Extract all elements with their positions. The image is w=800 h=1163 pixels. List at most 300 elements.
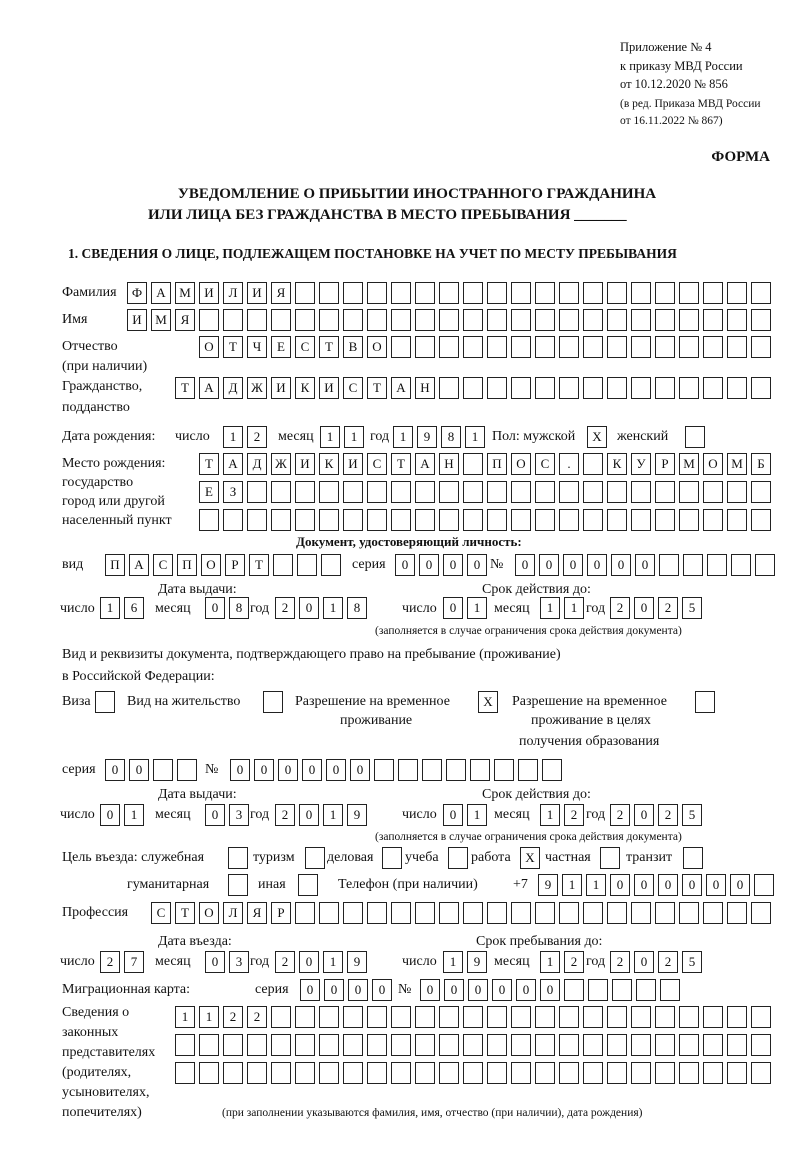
stay-until-year-cell[interactable]: 5	[682, 951, 702, 973]
patronymic-cell[interactable]: Е	[271, 336, 291, 358]
profession-cell[interactable]	[559, 902, 579, 924]
reps-2-cell[interactable]	[511, 1034, 531, 1056]
sex-female-checkbox[interactable]	[685, 426, 705, 448]
birth-place-2-cell[interactable]	[655, 481, 675, 503]
name-cell[interactable]	[535, 309, 555, 331]
name-cell[interactable]	[223, 309, 243, 331]
reps-3-cell[interactable]	[559, 1062, 579, 1084]
reps-3-cell[interactable]	[175, 1062, 195, 1084]
id-issue-day-cell[interactable]: 1	[100, 597, 120, 619]
birth-place-3-cell[interactable]	[295, 509, 315, 531]
birth-place-1-cell[interactable]: Т	[199, 453, 219, 475]
profession-cell[interactable]	[487, 902, 507, 924]
stay-number-cell[interactable]: 0	[278, 759, 298, 781]
stay-issue-year-cell[interactable]: 9	[347, 804, 367, 826]
birth-month-cell[interactable]: 1	[320, 426, 340, 448]
id-kind-cell[interactable]: Р	[225, 554, 245, 576]
surname-cell[interactable]	[415, 282, 435, 304]
visa-checkbox[interactable]	[95, 691, 115, 713]
mig-series-cell[interactable]: 0	[300, 979, 320, 1001]
birth-place-3-cell[interactable]	[511, 509, 531, 531]
surname-cell[interactable]	[727, 282, 747, 304]
phone-cell[interactable]: 0	[658, 874, 678, 896]
reps-2-cell[interactable]	[727, 1034, 747, 1056]
birth-place-2-cell[interactable]	[487, 481, 507, 503]
reps-2-cell[interactable]	[439, 1034, 459, 1056]
id-number-cell[interactable]: 0	[539, 554, 559, 576]
birth-place-1-cell[interactable]: П	[487, 453, 507, 475]
name-cell[interactable]	[631, 309, 651, 331]
citizenship-cell[interactable]: А	[391, 377, 411, 399]
mig-number-cell[interactable]: 0	[516, 979, 536, 1001]
citizenship-cell[interactable]	[535, 377, 555, 399]
reps-1-cell[interactable]	[607, 1006, 627, 1028]
surname-cell[interactable]: И	[199, 282, 219, 304]
citizenship-cell[interactable]: И	[319, 377, 339, 399]
surname-cell[interactable]	[703, 282, 723, 304]
entry-year-cell[interactable]: 9	[347, 951, 367, 973]
patronymic-cell[interactable]	[535, 336, 555, 358]
reps-2-cell[interactable]	[751, 1034, 771, 1056]
stay-issue-day-cell[interactable]: 1	[124, 804, 144, 826]
profession-cell[interactable]	[607, 902, 627, 924]
stay-until-year-cell[interactable]: 0	[634, 951, 654, 973]
id-valid-month-cell[interactable]: 1	[564, 597, 584, 619]
reps-3-cell[interactable]	[199, 1062, 219, 1084]
profession-cell[interactable]: Т	[175, 902, 195, 924]
phone-cell[interactable]: 1	[562, 874, 582, 896]
reps-1-cell[interactable]	[343, 1006, 363, 1028]
name-cell[interactable]	[415, 309, 435, 331]
reps-3-cell[interactable]	[367, 1062, 387, 1084]
patronymic-cell[interactable]: Т	[319, 336, 339, 358]
profession-cell[interactable]	[655, 902, 675, 924]
surname-cell[interactable]	[295, 282, 315, 304]
reps-3-cell[interactable]	[463, 1062, 483, 1084]
surname-cell[interactable]	[535, 282, 555, 304]
birth-place-2-cell[interactable]	[631, 481, 651, 503]
stay-valid-month-cell[interactable]: 1	[540, 804, 560, 826]
patronymic-cell[interactable]	[751, 336, 771, 358]
birth-place-3-cell[interactable]	[223, 509, 243, 531]
birth-place-2-cell[interactable]	[343, 481, 363, 503]
stay-until-day-cell[interactable]: 1	[443, 951, 463, 973]
citizenship-cell[interactable]: Н	[415, 377, 435, 399]
citizenship-cell[interactable]	[703, 377, 723, 399]
reps-2-cell[interactable]	[679, 1034, 699, 1056]
entry-day-cell[interactable]: 7	[124, 951, 144, 973]
birth-place-3-cell[interactable]	[391, 509, 411, 531]
birth-place-3-cell[interactable]	[727, 509, 747, 531]
reps-1-cell[interactable]	[391, 1006, 411, 1028]
birth-place-2-cell[interactable]	[463, 481, 483, 503]
birth-place-3-cell[interactable]	[439, 509, 459, 531]
reps-2-cell[interactable]	[631, 1034, 651, 1056]
patronymic-cell[interactable]	[559, 336, 579, 358]
reps-3-cell[interactable]	[391, 1062, 411, 1084]
stay-valid-day-cell[interactable]: 0	[443, 804, 463, 826]
stay-number-cell[interactable]: 0	[254, 759, 274, 781]
birth-place-1-cell[interactable]: Р	[655, 453, 675, 475]
birth-place-3-cell[interactable]	[607, 509, 627, 531]
id-kind-cell[interactable]: П	[105, 554, 125, 576]
reps-2-cell[interactable]	[199, 1034, 219, 1056]
id-number-cell[interactable]: 0	[515, 554, 535, 576]
id-kind-cell[interactable]	[321, 554, 341, 576]
reps-1-cell[interactable]	[535, 1006, 555, 1028]
stay-valid-day-cell[interactable]: 1	[467, 804, 487, 826]
birth-place-3-cell[interactable]	[535, 509, 555, 531]
reps-2-cell[interactable]	[223, 1034, 243, 1056]
citizenship-cell[interactable]	[679, 377, 699, 399]
stay-until-month-cell[interactable]: 2	[564, 951, 584, 973]
birth-place-3-cell[interactable]	[559, 509, 579, 531]
reps-3-cell[interactable]	[631, 1062, 651, 1084]
reps-1-cell[interactable]	[295, 1006, 315, 1028]
name-cell[interactable]	[391, 309, 411, 331]
entry-year-cell[interactable]: 0	[299, 951, 319, 973]
id-number-cell[interactable]	[731, 554, 751, 576]
reps-3-cell[interactable]	[751, 1062, 771, 1084]
surname-cell[interactable]: Ф	[127, 282, 147, 304]
stay-issue-year-cell[interactable]: 1	[323, 804, 343, 826]
stay-series-cell[interactable]	[153, 759, 173, 781]
surname-cell[interactable]	[463, 282, 483, 304]
surname-cell[interactable]	[319, 282, 339, 304]
birth-place-3-cell[interactable]	[415, 509, 435, 531]
purpose-other-checkbox[interactable]	[298, 874, 318, 896]
birth-place-1-cell[interactable]: И	[343, 453, 363, 475]
citizenship-cell[interactable]	[559, 377, 579, 399]
patronymic-cell[interactable]	[655, 336, 675, 358]
birth-place-3-cell[interactable]	[487, 509, 507, 531]
reps-1-cell[interactable]: 1	[175, 1006, 195, 1028]
birth-place-2-cell[interactable]	[583, 481, 603, 503]
profession-cell[interactable]	[391, 902, 411, 924]
birth-place-3-cell[interactable]	[631, 509, 651, 531]
surname-cell[interactable]	[679, 282, 699, 304]
profession-cell[interactable]	[703, 902, 723, 924]
id-issue-month-cell[interactable]: 0	[205, 597, 225, 619]
patronymic-cell[interactable]	[679, 336, 699, 358]
reps-3-cell[interactable]	[727, 1062, 747, 1084]
surname-cell[interactable]	[559, 282, 579, 304]
reps-1-cell[interactable]: 1	[199, 1006, 219, 1028]
stay-issue-year-cell[interactable]: 2	[275, 804, 295, 826]
reps-3-cell[interactable]	[247, 1062, 267, 1084]
birth-place-1-cell[interactable]	[583, 453, 603, 475]
id-issue-month-cell[interactable]: 8	[229, 597, 249, 619]
birth-place-3-cell[interactable]	[751, 509, 771, 531]
reps-2-cell[interactable]	[559, 1034, 579, 1056]
surname-cell[interactable]: А	[151, 282, 171, 304]
stay-valid-year-cell[interactable]: 2	[610, 804, 630, 826]
name-cell[interactable]	[247, 309, 267, 331]
reps-2-cell[interactable]	[271, 1034, 291, 1056]
mig-number-cell[interactable]: 0	[468, 979, 488, 1001]
mig-number-cell[interactable]	[564, 979, 584, 1001]
surname-cell[interactable]: И	[247, 282, 267, 304]
profession-cell[interactable]: Я	[247, 902, 267, 924]
id-number-cell[interactable]	[683, 554, 703, 576]
patronymic-cell[interactable]: О	[199, 336, 219, 358]
patronymic-cell[interactable]: Ч	[247, 336, 267, 358]
id-kind-cell[interactable]	[273, 554, 293, 576]
purpose-tourism-checkbox[interactable]	[305, 847, 325, 869]
reps-2-cell[interactable]	[247, 1034, 267, 1056]
purpose-humanitarian-checkbox[interactable]	[228, 874, 248, 896]
id-issue-year-cell[interactable]: 8	[347, 597, 367, 619]
birth-place-3-cell[interactable]	[271, 509, 291, 531]
purpose-business-checkbox[interactable]	[382, 847, 402, 869]
citizenship-cell[interactable]: Д	[223, 377, 243, 399]
birth-place-3-cell[interactable]	[655, 509, 675, 531]
phone-cell[interactable]: 0	[682, 874, 702, 896]
birth-place-3-cell[interactable]	[247, 509, 267, 531]
patronymic-cell[interactable]	[703, 336, 723, 358]
profession-cell[interactable]	[535, 902, 555, 924]
mig-series-cell[interactable]: 0	[372, 979, 392, 1001]
mig-series-cell[interactable]: 0	[348, 979, 368, 1001]
id-valid-year-cell[interactable]: 5	[682, 597, 702, 619]
purpose-work-checkbox[interactable]: X	[520, 847, 540, 869]
birth-year-cell[interactable]: 1	[393, 426, 413, 448]
reps-1-cell[interactable]	[583, 1006, 603, 1028]
reps-1-cell[interactable]	[367, 1006, 387, 1028]
patronymic-cell[interactable]: О	[367, 336, 387, 358]
stay-number-cell[interactable]	[374, 759, 394, 781]
stay-series-cell[interactable]: 0	[129, 759, 149, 781]
reps-1-cell[interactable]	[631, 1006, 651, 1028]
reps-1-cell[interactable]: 2	[223, 1006, 243, 1028]
citizenship-cell[interactable]	[583, 377, 603, 399]
profession-cell[interactable]	[415, 902, 435, 924]
birth-place-2-cell[interactable]	[295, 481, 315, 503]
birth-place-2-cell[interactable]	[727, 481, 747, 503]
stay-number-cell[interactable]	[446, 759, 466, 781]
id-series-cell[interactable]: 0	[395, 554, 415, 576]
mig-series-cell[interactable]: 0	[324, 979, 344, 1001]
reps-2-cell[interactable]	[367, 1034, 387, 1056]
stay-until-year-cell[interactable]: 2	[658, 951, 678, 973]
reps-3-cell[interactable]	[679, 1062, 699, 1084]
id-series-cell[interactable]: 0	[467, 554, 487, 576]
name-cell[interactable]	[655, 309, 675, 331]
id-valid-day-cell[interactable]: 0	[443, 597, 463, 619]
reps-2-cell[interactable]	[319, 1034, 339, 1056]
patronymic-cell[interactable]	[607, 336, 627, 358]
profession-cell[interactable]	[295, 902, 315, 924]
birth-place-1-cell[interactable]: Д	[247, 453, 267, 475]
birth-place-3-cell[interactable]	[583, 509, 603, 531]
profession-cell[interactable]: О	[199, 902, 219, 924]
id-valid-day-cell[interactable]: 1	[467, 597, 487, 619]
birth-day-cell[interactable]: 1	[223, 426, 243, 448]
reps-2-cell[interactable]	[703, 1034, 723, 1056]
birth-place-1-cell[interactable]: О	[511, 453, 531, 475]
reps-3-cell[interactable]	[535, 1062, 555, 1084]
stay-number-cell[interactable]: 0	[326, 759, 346, 781]
birth-place-3-cell[interactable]	[199, 509, 219, 531]
purpose-transit-checkbox[interactable]	[683, 847, 703, 869]
birth-place-2-cell[interactable]	[511, 481, 531, 503]
reps-2-cell[interactable]	[175, 1034, 195, 1056]
reps-1-cell[interactable]	[463, 1006, 483, 1028]
patronymic-cell[interactable]	[583, 336, 603, 358]
stay-valid-month-cell[interactable]: 2	[564, 804, 584, 826]
id-valid-year-cell[interactable]: 2	[658, 597, 678, 619]
stay-number-cell[interactable]	[470, 759, 490, 781]
reps-2-cell[interactable]	[463, 1034, 483, 1056]
mig-number-cell[interactable]: 0	[540, 979, 560, 1001]
birth-place-1-cell[interactable]: Б	[751, 453, 771, 475]
surname-cell[interactable]: Я	[271, 282, 291, 304]
phone-cell[interactable]	[754, 874, 774, 896]
purpose-private-checkbox[interactable]	[600, 847, 620, 869]
mig-number-cell[interactable]	[612, 979, 632, 1001]
stay-number-cell[interactable]: 0	[230, 759, 250, 781]
birth-place-2-cell[interactable]: Е	[199, 481, 219, 503]
id-valid-year-cell[interactable]: 0	[634, 597, 654, 619]
reps-1-cell[interactable]	[415, 1006, 435, 1028]
name-cell[interactable]: Я	[175, 309, 195, 331]
citizenship-cell[interactable]	[607, 377, 627, 399]
patronymic-cell[interactable]	[463, 336, 483, 358]
entry-month-cell[interactable]: 0	[205, 951, 225, 973]
reps-3-cell[interactable]	[703, 1062, 723, 1084]
surname-cell[interactable]	[631, 282, 651, 304]
reps-3-cell[interactable]	[439, 1062, 459, 1084]
birth-place-2-cell[interactable]	[247, 481, 267, 503]
id-issue-year-cell[interactable]: 2	[275, 597, 295, 619]
birth-place-2-cell[interactable]	[751, 481, 771, 503]
reps-2-cell[interactable]	[535, 1034, 555, 1056]
stay-until-year-cell[interactable]: 2	[610, 951, 630, 973]
surname-cell[interactable]	[391, 282, 411, 304]
birth-place-2-cell[interactable]	[439, 481, 459, 503]
profession-cell[interactable]	[367, 902, 387, 924]
profession-cell[interactable]	[463, 902, 483, 924]
id-number-cell[interactable]: 0	[611, 554, 631, 576]
stay-valid-year-cell[interactable]: 0	[634, 804, 654, 826]
id-valid-year-cell[interactable]: 2	[610, 597, 630, 619]
patronymic-cell[interactable]	[391, 336, 411, 358]
stay-valid-year-cell[interactable]: 2	[658, 804, 678, 826]
citizenship-cell[interactable]: К	[295, 377, 315, 399]
citizenship-cell[interactable]	[511, 377, 531, 399]
id-series-cell[interactable]: 0	[443, 554, 463, 576]
surname-cell[interactable]	[655, 282, 675, 304]
birth-place-1-cell[interactable]: М	[679, 453, 699, 475]
name-cell[interactable]	[319, 309, 339, 331]
name-cell[interactable]: И	[127, 309, 147, 331]
purpose-official-checkbox[interactable]	[228, 847, 248, 869]
reps-3-cell[interactable]	[271, 1062, 291, 1084]
reps-3-cell[interactable]	[295, 1062, 315, 1084]
citizenship-cell[interactable]	[487, 377, 507, 399]
mig-number-cell[interactable]	[636, 979, 656, 1001]
id-issue-year-cell[interactable]: 1	[323, 597, 343, 619]
surname-cell[interactable]	[751, 282, 771, 304]
citizenship-cell[interactable]: А	[199, 377, 219, 399]
name-cell[interactable]	[511, 309, 531, 331]
reps-1-cell[interactable]	[559, 1006, 579, 1028]
surname-cell[interactable]	[343, 282, 363, 304]
birth-place-1-cell[interactable]	[463, 453, 483, 475]
reps-1-cell[interactable]	[439, 1006, 459, 1028]
reps-3-cell[interactable]	[511, 1062, 531, 1084]
name-cell[interactable]	[367, 309, 387, 331]
name-cell[interactable]	[463, 309, 483, 331]
stay-number-cell[interactable]: 0	[302, 759, 322, 781]
birth-place-1-cell[interactable]: .	[559, 453, 579, 475]
id-kind-cell[interactable]	[297, 554, 317, 576]
surname-cell[interactable]	[511, 282, 531, 304]
patronymic-cell[interactable]: С	[295, 336, 315, 358]
id-number-cell[interactable]	[707, 554, 727, 576]
reps-3-cell[interactable]	[343, 1062, 363, 1084]
reps-1-cell[interactable]	[487, 1006, 507, 1028]
birth-place-3-cell[interactable]	[679, 509, 699, 531]
name-cell[interactable]	[679, 309, 699, 331]
stay-series-cell[interactable]	[177, 759, 197, 781]
name-cell[interactable]	[271, 309, 291, 331]
citizenship-cell[interactable]: С	[343, 377, 363, 399]
reps-3-cell[interactable]	[223, 1062, 243, 1084]
id-kind-cell[interactable]: П	[177, 554, 197, 576]
id-kind-cell[interactable]: Т	[249, 554, 269, 576]
citizenship-cell[interactable]	[463, 377, 483, 399]
birth-place-2-cell[interactable]	[679, 481, 699, 503]
patronymic-cell[interactable]: В	[343, 336, 363, 358]
reps-3-cell[interactable]	[583, 1062, 603, 1084]
name-cell[interactable]	[583, 309, 603, 331]
purpose-study-checkbox[interactable]	[448, 847, 468, 869]
citizenship-cell[interactable]	[655, 377, 675, 399]
reps-2-cell[interactable]	[607, 1034, 627, 1056]
mig-number-cell[interactable]: 0	[444, 979, 464, 1001]
profession-cell[interactable]: Р	[271, 902, 291, 924]
entry-month-cell[interactable]: 3	[229, 951, 249, 973]
birth-place-1-cell[interactable]: У	[631, 453, 651, 475]
patronymic-cell[interactable]: Т	[223, 336, 243, 358]
reps-2-cell[interactable]	[295, 1034, 315, 1056]
citizenship-cell[interactable]: Ж	[247, 377, 267, 399]
birth-place-1-cell[interactable]: А	[415, 453, 435, 475]
reps-2-cell[interactable]	[415, 1034, 435, 1056]
name-cell[interactable]	[295, 309, 315, 331]
birth-place-1-cell[interactable]: О	[703, 453, 723, 475]
patronymic-cell[interactable]	[487, 336, 507, 358]
stay-number-cell[interactable]	[422, 759, 442, 781]
phone-cell[interactable]: 0	[610, 874, 630, 896]
id-number-cell[interactable]: 0	[563, 554, 583, 576]
surname-cell[interactable]	[607, 282, 627, 304]
birth-month-cell[interactable]: 1	[344, 426, 364, 448]
name-cell[interactable]	[487, 309, 507, 331]
profession-cell[interactable]	[751, 902, 771, 924]
surname-cell[interactable]: М	[175, 282, 195, 304]
reps-2-cell[interactable]	[583, 1034, 603, 1056]
birth-place-2-cell[interactable]	[703, 481, 723, 503]
citizenship-cell[interactable]: Т	[367, 377, 387, 399]
reps-1-cell[interactable]	[511, 1006, 531, 1028]
name-cell[interactable]	[559, 309, 579, 331]
residence-checkbox[interactable]	[263, 691, 283, 713]
birth-place-1-cell[interactable]: Ж	[271, 453, 291, 475]
birth-place-1-cell[interactable]: Т	[391, 453, 411, 475]
reps-3-cell[interactable]	[655, 1062, 675, 1084]
